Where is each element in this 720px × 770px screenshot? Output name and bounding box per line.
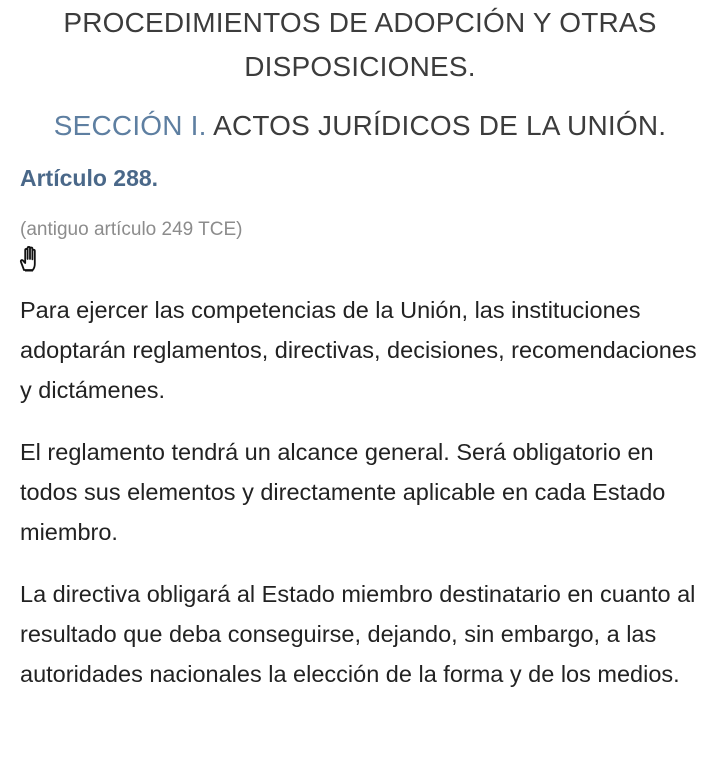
chapter-heading-line2: DISPOSICIONES. (244, 51, 476, 82)
hand-pointer-icon (18, 244, 46, 274)
chapter-heading (20, 0, 700, 89)
old-article-reference: (antiguo artículo 249 TCE) (20, 219, 243, 240)
article-paragraph: Para ejercer las competencias de la Unión, las instituciones adoptarán reglamentos, directivas, decisiones, recomendaciones y dictámenes. (20, 297, 697, 403)
section-title: ACTOS JURÍDICOS DE LA UNIÓN. (206, 110, 667, 141)
section-heading (20, 104, 700, 148)
article-paragraph: La directiva obligará al Estado miembro destinatario en cuanto al resultado que deba conseguirse, dejando, sin embargo, a las autoridades nacionales la elección de la forma y de los medios. (20, 581, 696, 687)
section-prefix: SECCIÓN I. (53, 110, 207, 141)
article-title: Artículo 288. (20, 165, 159, 191)
article-paragraph: El reglamento tendrá un alcance general. Será obligatorio en todos sus elementos y directamente aplicable en cada Estado miembro. (20, 439, 666, 545)
chapter-heading-line1: PROCEDIMIENTOS DE ADOPCIÓN Y OTRAS (63, 7, 657, 38)
